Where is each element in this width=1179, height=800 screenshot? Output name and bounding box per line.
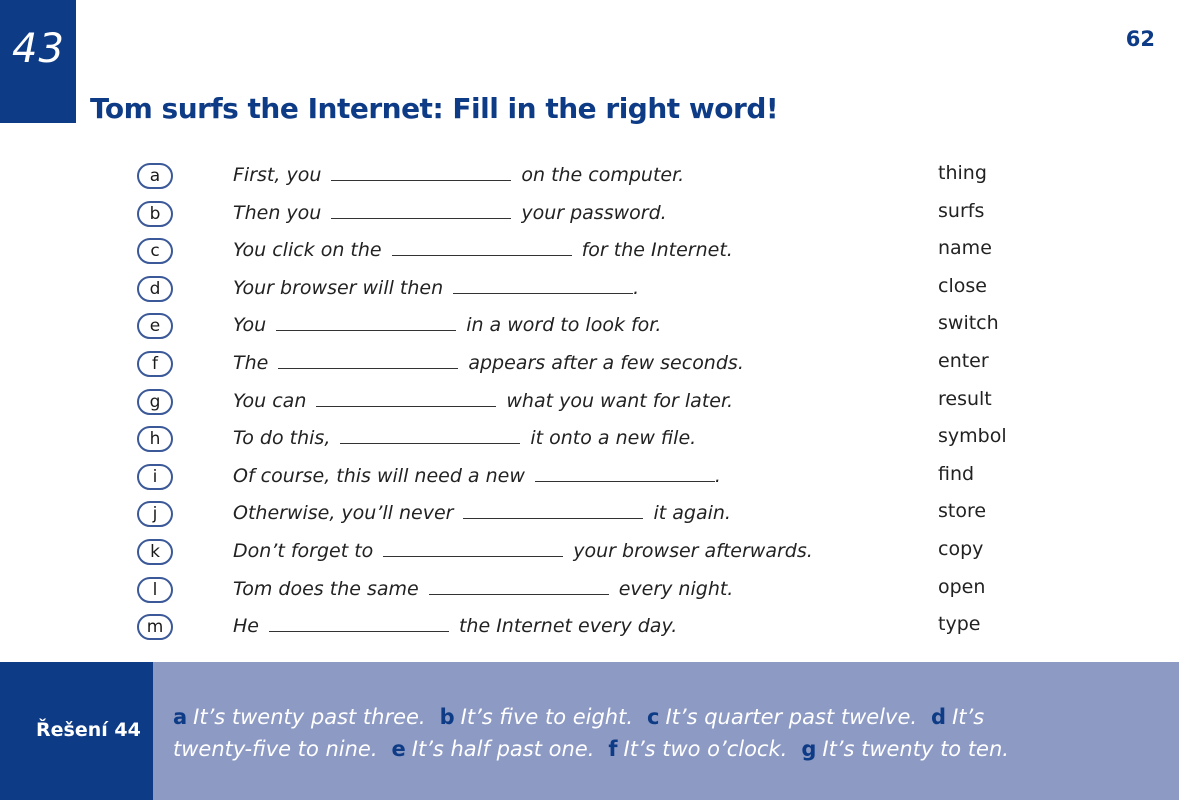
sentence-before-text: First, you (233, 164, 322, 186)
exercise-row (0, 157, 1179, 195)
solution-item (440, 705, 633, 729)
word-bank-item: enter (938, 349, 989, 372)
answer-blank[interactable] (331, 199, 511, 219)
page-title: Tom surfs the Internet: Fill in the right word! (90, 92, 779, 125)
answer-blank[interactable] (331, 161, 511, 181)
exercise-row (0, 195, 1179, 233)
item-sentence (233, 612, 677, 637)
solution-text: It’s five to eight. (460, 705, 634, 729)
sentence-before-text: The (233, 351, 269, 374)
word-bank-item: name (938, 237, 992, 260)
item-sentence (233, 236, 733, 261)
answer-blank[interactable] (535, 462, 715, 482)
item-letter-badge: f (137, 351, 173, 377)
item-sentence (233, 311, 661, 336)
item-letter-badge: c (137, 238, 173, 264)
solution-letter: f (608, 737, 618, 761)
solution-letter: c (647, 705, 660, 729)
sentence-before-text: Of course, this will need a new (233, 464, 525, 487)
sentence-after-text: your password. (521, 201, 667, 224)
exercise-row (0, 307, 1179, 345)
item-sentence (233, 199, 667, 224)
answer-blank[interactable] (392, 236, 572, 256)
sentence-before-text: He (233, 615, 259, 638)
sentence-before-text: You click on the (233, 239, 382, 262)
item-letter-badge: e (137, 313, 173, 339)
exercise-row (0, 232, 1179, 270)
solution-line-2 (173, 733, 1179, 765)
item-letter-badge: m (137, 614, 173, 640)
sentence-before-text: To do this, (233, 427, 331, 450)
page-number: 62 (1125, 27, 1155, 51)
word-bank-item: result (938, 387, 992, 410)
exercise-row (0, 345, 1179, 383)
item-letter-badge: i (137, 464, 173, 490)
sentence-after-text: it again. (653, 502, 731, 525)
solution-text: It’s quarter past twelve. (665, 705, 918, 729)
item-letter-badge: j (137, 501, 173, 527)
item-letter-badge: a (137, 163, 173, 189)
solution-text: It’s (952, 705, 985, 729)
solution-text: It’s twenty past three. (193, 705, 426, 729)
solution-item (173, 737, 378, 761)
solution-letter: b (439, 705, 455, 729)
answer-blank[interactable] (269, 612, 449, 632)
solution-letter: e (391, 737, 406, 761)
word-bank-item: surfs (938, 199, 985, 222)
solution-item (647, 705, 917, 729)
word-bank-item: store (938, 500, 987, 523)
item-sentence (233, 499, 731, 524)
item-letter-badge: h (137, 426, 173, 452)
item-sentence (233, 349, 744, 374)
exercise-row (0, 458, 1179, 496)
answer-blank[interactable] (429, 575, 609, 595)
sentence-after-text: . (714, 464, 721, 487)
sentence-after-text: on the computer. (521, 164, 685, 186)
item-sentence (233, 575, 733, 600)
solution-item (931, 705, 984, 729)
sentence-after-text: for the Internet. (581, 239, 733, 262)
word-bank-item: type (938, 613, 981, 636)
solution-letter: g (801, 737, 817, 761)
item-sentence (233, 462, 721, 487)
answer-blank[interactable] (340, 424, 520, 444)
answer-blank[interactable] (278, 349, 458, 369)
solution-text: It’s twenty to ten. (822, 737, 1009, 761)
solution-text: It’s half past one. (411, 737, 595, 761)
exercise-row (0, 270, 1179, 308)
solution-label: Řešení 44 (36, 719, 141, 741)
sentence-before-text: You can (233, 389, 307, 412)
exercise-row (0, 495, 1179, 533)
solution-item (392, 737, 595, 761)
solution-letter: a (173, 705, 188, 729)
solution-letter: d (931, 705, 947, 729)
word-bank-item: find (938, 462, 975, 485)
sentence-after-text: in a word to look for. (466, 314, 662, 337)
exercise-number: 43 (12, 26, 65, 72)
sentence-before-text: Then you (233, 201, 322, 224)
solution-panel (153, 662, 1179, 800)
solution-text: twenty-five to nine. (173, 737, 378, 761)
exercise-row (0, 608, 1179, 646)
item-sentence (233, 387, 733, 412)
sentence-after-text: it onto a new file. (530, 427, 697, 450)
sentence-after-text: your browser afterwards. (573, 539, 813, 562)
answer-blank[interactable] (316, 387, 496, 407)
sentence-after-text: the Internet every day. (458, 615, 678, 638)
exercise-row (0, 420, 1179, 458)
item-letter-badge: b (137, 201, 173, 227)
sentence-before-text: Don’t forget to (233, 539, 374, 562)
sentence-after-text: . (633, 276, 640, 299)
solution-item (608, 737, 787, 761)
word-bank-item: copy (938, 537, 984, 560)
item-letter-badge: d (137, 276, 173, 302)
sentence-after-text: appears after a few seconds. (468, 351, 744, 374)
word-bank-item: thing (938, 162, 987, 184)
solution-item (801, 737, 1009, 761)
item-sentence (233, 161, 684, 186)
solution-text: It’s two o’clock. (623, 737, 788, 761)
sentence-before-text: Your browser will then (233, 276, 444, 299)
exercise-number-box (0, 0, 76, 123)
exercise-row (0, 533, 1179, 571)
word-bank-item: switch (938, 312, 999, 335)
item-letter-badge: g (137, 389, 173, 415)
exercise-row (0, 383, 1179, 421)
exercise-row (0, 571, 1179, 609)
item-letter-badge: k (137, 539, 173, 565)
exercise-list (0, 157, 1179, 646)
item-sentence (233, 424, 696, 449)
sentence-after-text: every night. (618, 577, 734, 600)
sentence-before-text: Tom does the same (233, 577, 419, 600)
answer-blank[interactable] (463, 499, 643, 519)
sentence-before-text: You (233, 314, 267, 337)
answer-blank[interactable] (276, 311, 456, 331)
solution-line-1 (173, 701, 1179, 733)
sentence-before-text: Otherwise, you’ll never (233, 502, 454, 525)
solution-label-box (0, 662, 153, 800)
item-letter-badge: l (137, 577, 173, 603)
answer-blank[interactable] (383, 537, 563, 557)
word-bank-item: close (938, 274, 987, 297)
item-sentence (233, 274, 639, 299)
item-sentence (233, 537, 813, 562)
word-bank-item: symbol (938, 425, 1007, 448)
answer-blank[interactable] (453, 274, 633, 294)
word-bank-item: open (938, 575, 986, 598)
solution-item (173, 705, 426, 729)
sentence-after-text: what you want for later. (506, 389, 734, 412)
